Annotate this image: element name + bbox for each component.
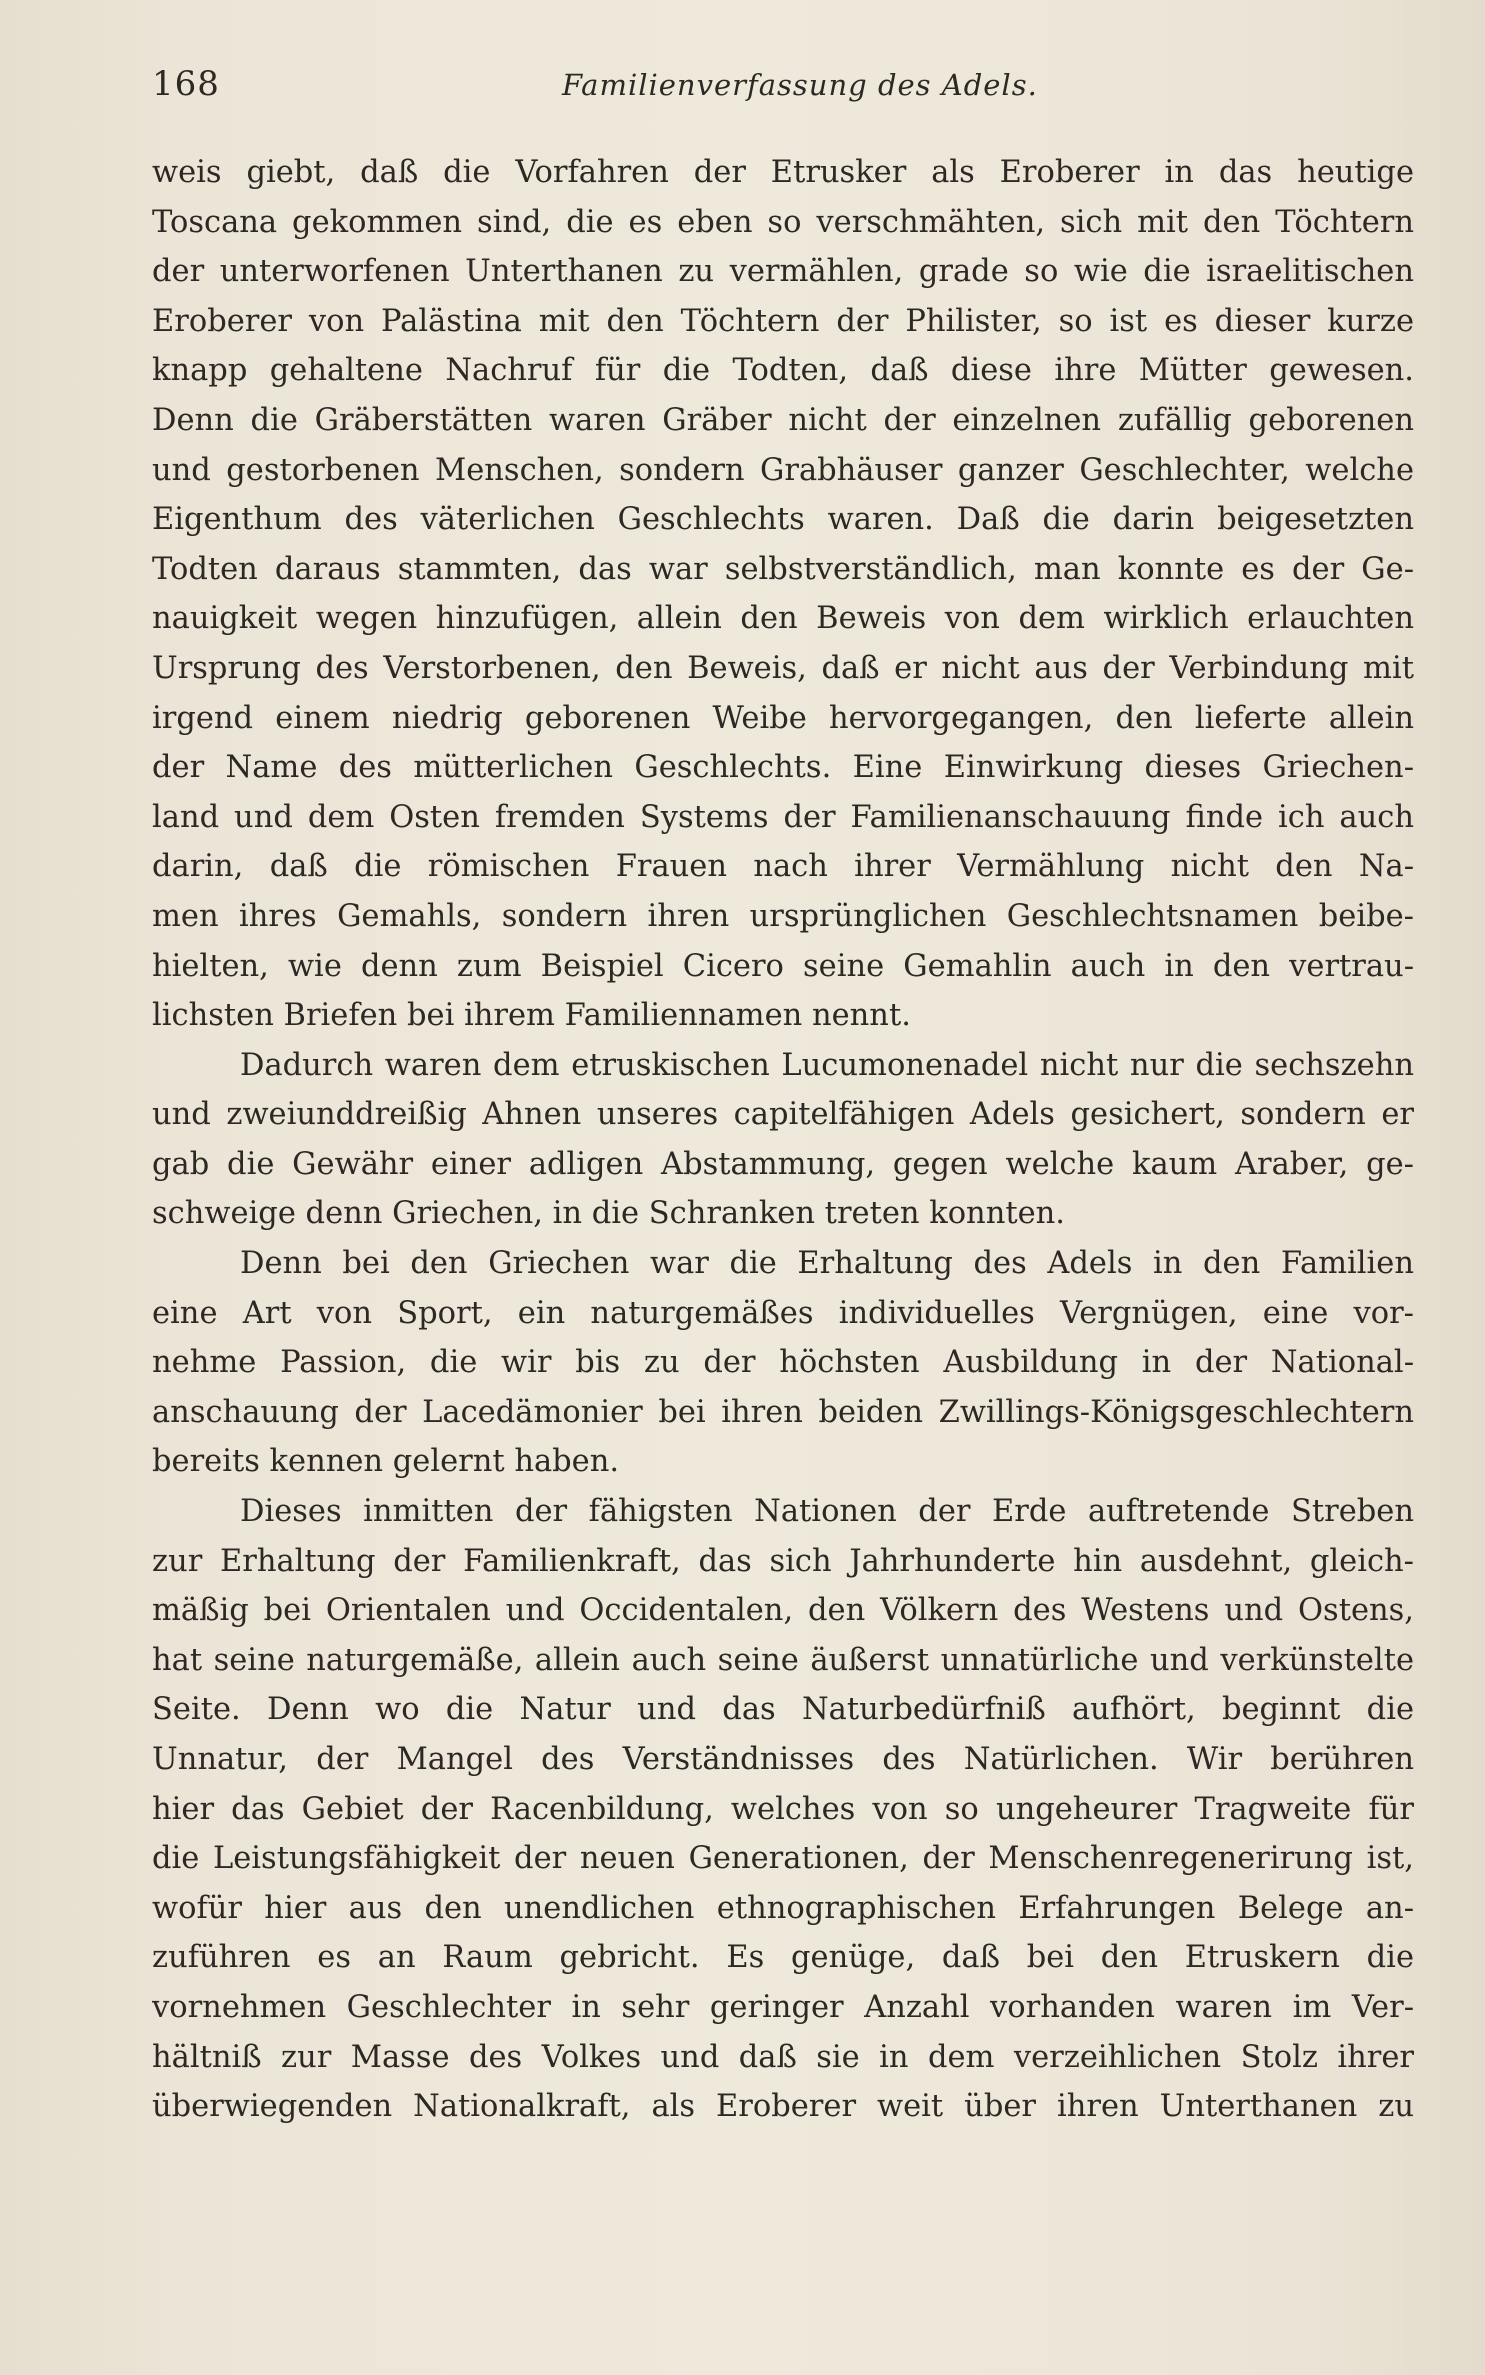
text-line: der Name des mütterlichen Geschlechts. Eine Einwirkung dieses Griechen- [152,750,1414,786]
text-line: weis giebt, daß die Vorfahren der Etrusker als Eroberer in das heutige [152,155,1414,190]
text-line: zuführen es an Raum gebricht. Es genüge, daß bei den Etruskern die [152,1940,1414,1976]
text-line: Dadurch waren dem etruskischen Lucumonenadel nicht nur die sechszehn [240,1047,1414,1083]
text-line: Denn die Gräberstätten waren Gräber nicht der einzelnen zufällig geborenen [152,402,1414,438]
text-line: zur Erhaltung der Familienkraft, das sich Jahrhunderte hin ausdehnt, gleich- [152,1543,1414,1579]
text-line: gab die Gewähr einer adligen Abstammung, gegen welche kaum Araber, ge- [152,1146,1414,1182]
paragraph [152,1041,1414,1239]
text-line: Ursprung des Verstorbenen, den Beweis, daß er nicht aus der Verbindung mit [152,650,1414,686]
text-line: die Leistungsfähigkeit der neuen Generationen, der Menschenregenerirung ist, [152,1841,1414,1877]
text-line: mäßig bei Orientalen und Occidentalen, den Völkern des Westens und Ostens, [152,1593,1414,1629]
text-line: knapp gehaltene Nachruf für die Todten, daß diese ihre Mütter gewesen. [152,353,1414,389]
text-line: hier das Gebiet der Racenbildung, welches von so ungeheurer Tragweite für [152,1791,1414,1827]
text-line: Seite. Denn wo die Natur und das Naturbedürfniß aufhört, beginnt die [152,1692,1414,1728]
text-line: Todten daraus stammten, das war selbstverständlich, man konnte es der Ge- [152,551,1414,587]
text-line: hältniß zur Masse des Volkes und daß sie in dem verzeihlichen Stolz ihrer [152,2039,1414,2075]
page-number: 168 [152,64,220,104]
text-line: eine Art von Sport, ein naturgemäßes individuelles Vergnügen, eine vor- [152,1295,1414,1331]
text-line: vornehmen Geschlechter in sehr geringer Anzahl vorhanden waren im Ver- [152,1989,1414,2025]
text-line: Eigenthum des väterlichen Geschlechts waren. Daß die darin beigesetzten [152,502,1414,538]
text-line: Dieses inmitten der fähigsten Nationen der Erde auftretende Streben [240,1494,1414,1530]
body-text [152,148,1414,2132]
text-line: Toscana gekommen sind, die es eben so verschmähten, sich mit den Töchtern [152,204,1414,240]
running-head [152,64,1414,108]
text-line: nauigkeit wegen hinzufügen, allein den Beweis von dem wirklich erlauchten [152,601,1414,637]
text-line: der unterworfenen Unterthanen zu vermählen, grade so wie die israelitischen [152,254,1414,290]
text-line: men ihres Gemahls, sondern ihren ursprünglichen Geschlechtsnamen beibe- [152,898,1414,934]
text-line: bereits kennen gelernt haben. [152,1444,620,1480]
text-line: schweige denn Griechen, in die Schranken treten konnten. [152,1196,1065,1232]
text-line: überwiegenden Nationalkraft, als Eroberer weit über ihren Unterthanen zu [152,2089,1414,2125]
text-line: Denn bei den Griechen war die Erhaltung des Adels in den Familien [240,1246,1414,1282]
text-line: lichsten Briefen bei ihrem Familiennamen nennt. [152,998,911,1034]
text-line: Eroberer von Palästina mit den Töchtern der Philister, so ist es dieser kurze [152,303,1414,339]
text-line: hat seine naturgemäße, allein auch seine äußerst unnatürliche und verkünstelte [152,1642,1414,1678]
text-line: wofür hier aus den unendlichen ethnographischen Erfahrungen Belege an- [152,1890,1414,1926]
text-line: und gestorbenen Menschen, sondern Grabhäuser ganzer Geschlechter, welche [152,452,1414,488]
text-line: und zweiunddreißig Ahnen unseres capitelfähigen Adels gesichert, sondern er [152,1097,1414,1133]
paragraph [152,1487,1414,2132]
paragraph [152,148,1414,1041]
text-line: darin, daß die römischen Frauen nach ihrer Vermählung nicht den Na- [152,849,1414,885]
text-line: hielten, wie denn zum Beispiel Cicero seine Gemahlin auch in den vertrau- [152,948,1414,984]
text-line: nehme Passion, die wir bis zu der höchsten Ausbildung in der National- [152,1345,1414,1381]
text-line: Unnatur, der Mangel des Verständnisses des Natürlichen. Wir berühren [152,1742,1414,1777]
running-title: Familienverfassung des Adels. [562,68,1038,102]
paragraph [152,1239,1414,1487]
text-line: anschauung der Lacedämonier bei ihren beiden Zwillings-Königsgeschlechtern [152,1394,1414,1430]
text-line: land und dem Osten fremden Systems der Familienanschauung finde ich auch [152,799,1414,835]
text-line: irgend einem niedrig geborenen Weibe hervorgegangen, den lieferte allein [152,700,1414,736]
